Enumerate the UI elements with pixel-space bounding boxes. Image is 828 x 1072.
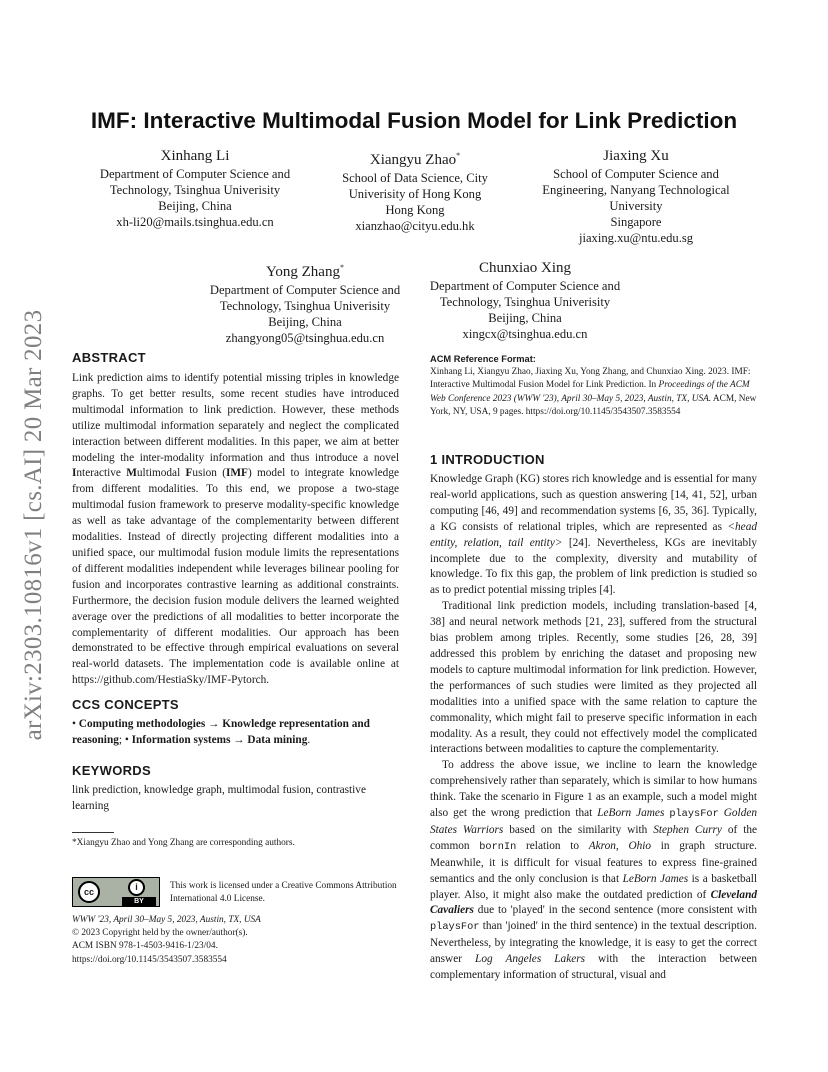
author-email[interactable]: xh-li20@mails.tsinghua.edu.cn bbox=[116, 215, 274, 229]
author-name: Chunxiao Xing bbox=[478, 260, 572, 276]
author-email[interactable]: xianzhao@cityu.edu.hk bbox=[355, 219, 475, 233]
author-affiliation: School of Data Science, City bbox=[342, 171, 488, 185]
introduction-heading: 1 INTRODUCTION bbox=[430, 452, 545, 467]
corresponding-mark: * bbox=[456, 151, 461, 160]
author-location: Beijing, China bbox=[268, 315, 342, 329]
author-location: Beijing, China bbox=[488, 311, 562, 325]
arxiv-identifier: arXiv:2303.10816v1 [cs.AI] 20 Mar 2023 bbox=[20, 309, 47, 741]
author-block-3 bbox=[520, 146, 752, 246]
author-name: Xiangyu Zhao* bbox=[369, 151, 461, 168]
author-affiliation: Department of Computer Science and bbox=[209, 283, 401, 297]
corresponding-mark: * bbox=[339, 263, 344, 272]
abstract-heading: ABSTRACT bbox=[72, 350, 146, 365]
author-affiliation: Univerisity of Hong Kong bbox=[348, 187, 482, 201]
conference-info bbox=[72, 914, 399, 967]
author-affiliation: Technology, Tsinghua Univerisity bbox=[219, 299, 391, 313]
author-block-1 bbox=[70, 146, 320, 230]
author-affiliation: University bbox=[609, 199, 663, 213]
acm-reference-heading: ACM Reference Format: bbox=[430, 354, 536, 364]
author-block-5 bbox=[410, 258, 640, 342]
keywords-heading: KEYWORDS bbox=[72, 763, 151, 778]
author-affiliation: Technology, Tsinghua Univerisity bbox=[109, 183, 281, 197]
author-email[interactable]: xingcx@tsinghua.edu.cn bbox=[462, 327, 588, 341]
author-block-4 bbox=[190, 258, 420, 346]
license-text: This work is licensed under a Creative Commons Attribution International 4.0 License. bbox=[170, 881, 397, 905]
author-name: Yong Zhang* bbox=[266, 263, 344, 280]
author-email[interactable]: zhangyong05@tsinghua.edu.cn bbox=[225, 331, 385, 345]
author-name: Xinhang Li bbox=[160, 148, 230, 164]
ccs-heading: CCS CONCEPTS bbox=[72, 697, 179, 712]
author-location: Hong Kong bbox=[385, 203, 445, 217]
author-location: Singapore bbox=[610, 215, 662, 229]
author-name: Jiaxing Xu bbox=[603, 148, 669, 164]
author-block-2 bbox=[300, 146, 530, 234]
by-label: BY bbox=[122, 897, 156, 906]
abstract-body: Link prediction aims to identify potential missing triples in knowledge graphs. To get better results, some recent studies have introduced multimodal information to link prediction. However, these methods utilize multimodal information separately and neglect the complicated interaction between different modalities. In this paper, we aim at better modeling the inter-modality information and thus introduce a novel Interactive Multimodal Fusion (IMF) model to integrate knowledge from different modalities. To this end, we propose a two-stage multimodal fusion framework to preserve modality-specific knowledge as well as take advantage of the complementarity between different modalities. Instead of directly projecting different modalities into a unified space, our multimodal fusion module limits the representations of different modalities independent while leverages bilinear pooling for fusion and incorporates contrastive learning as additional constraints. Furthermore, the decision fusion module delivers the learned weighted average over the predictions of all modalities to better incorporate the complementarity of different modalities. Our approach has been demonstrated to be effective through empirical evaluations on several real-world datasets. The implementation code is available online at https://github.com/HestiaSky/IMF-Pytorch. bbox=[72, 372, 399, 687]
footnote-divider bbox=[72, 832, 114, 833]
cc-icon: cc bbox=[78, 881, 100, 903]
author-affiliation: School of Computer Science and bbox=[553, 167, 719, 181]
author-email[interactable]: jiaxing.xu@ntu.edu.sg bbox=[578, 231, 694, 245]
introduction-body: Knowledge Graph (KG) stores rich knowledge and is essential for many real-world applications, such as question answering [14, 41, 52], urban computing [46, 49] and recommendation systems [6, 35, 36]. Typically, a KG consists of relational triples, which are represented as <head entity, relation, tail entity> [24]. Nevertheless, KGs are inevitably incomplete due to the complexity, diversity and mutability of knowledge. To fix this gap, the problem of link prediction is studied so as to predict potential missing triples [4]. Traditional link prediction models, including translation-based [4, 38] and neural network methods [21, 23], suffered from the structural bias problem among triples. Recently, some studies [26, 28, 39] addressed this problem by enriching the dataset and proposing new models to capture multimodal information for link prediction. However, the performances of such studies were limited as they projected all modalities into a unified space with the same relation to capture the commonality, which might fail to preserve specific information in each modality. As a result, they could not effectively model the complicated interactions between modalities to capture the complementarity. To address the above issue, we incline to learn the knowledge comprehensively rather than separately, which is similar to how humans think. Take the scenario in Figure 1 as an example, such a model might also get the wrong prediction that LeBorn James playsFor Golden States Warriors based on the similarity with Stephen Curry of the common bornIn relation to Akron, Ohio in graph structure. Meanwhile, it is difficult for visual features to express fine-grained semantics and the only conclusion is that LeBorn James is a basketball player. Also, it might also make the outdated prediction of Cleveland Cavaliers due to 'played' in the second sentence (more consistent with playsFor than 'joined' in the third sentence) in the textual description. Nevertheless, by integrating the knowledge, it is easy to get the correct answer Log Angeles Lakers with the interaction between complementary information of structural, visual and bbox=[430, 473, 758, 982]
attribution-icon: i bbox=[128, 879, 145, 896]
acm-reference: ACM Reference Format: Xinhang Li, Xiangyu Zhao, Jiaxing Xu, Yong Zhang, and Chunxiao Xing. 2023. IMF: Interactive Multimodal Fusion Model for Link Prediction. In Proceedings of the ACM Web Conference 2023 (WWW '23), April 30–May 5, 2023, Austin, TX, USA. ACM, New York, NY, USA, 9 pages. https://doi.org/10.1145/3543507.3583554 bbox=[430, 354, 757, 417]
keywords-text: link prediction, knowledge graph, multimodal fusion, contrastive learning bbox=[72, 784, 366, 812]
author-affiliation: Technology, Tsinghua Univerisity bbox=[439, 295, 611, 309]
copyright-line: © 2023 Copyright held by the owner/author(s). bbox=[72, 928, 248, 939]
paper-title: IMF: Interactive Multimodal Fusion Model for Link Prediction bbox=[90, 108, 738, 133]
isbn-line: ACM ISBN 978-1-4503-9416-1/23/04. bbox=[72, 941, 218, 952]
doi-link[interactable]: https://doi.org/10.1145/3543507.3583554 bbox=[72, 954, 227, 965]
footnote: *Xiangyu Zhao and Yong Zhang are corresponding authors. bbox=[72, 838, 295, 848]
conference-line: WWW '23, April 30–May 5, 2023, Austin, TX, USA bbox=[72, 915, 261, 925]
ccs-concepts: • Computing methodologies → Knowledge representation and reasoning; • Information systems → Data mining. bbox=[72, 718, 370, 746]
author-location: Beijing, China bbox=[158, 199, 232, 213]
author-affiliation: Department of Computer Science and bbox=[99, 167, 291, 181]
author-affiliation: Department of Computer Science and bbox=[429, 279, 621, 293]
author-affiliation: Engineering, Nanyang Technological bbox=[542, 183, 730, 197]
creative-commons-badge bbox=[72, 877, 160, 907]
